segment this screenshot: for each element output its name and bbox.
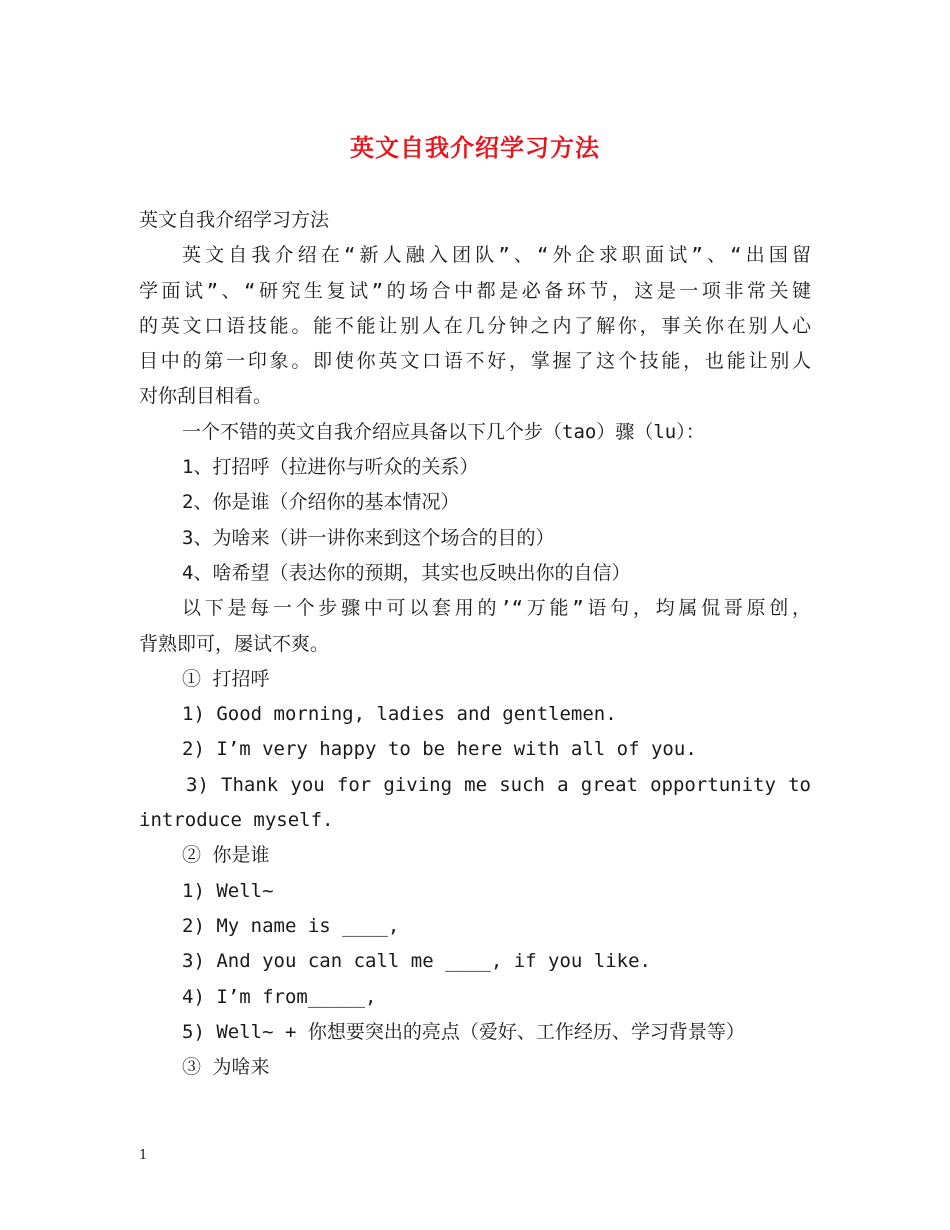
paragraph-line: 学面试”、“研究生复试”的场合中都是必备环节，这是一项非常关键 bbox=[139, 279, 811, 302]
list-item: 1、打招呼（拉进你与听众的关系） bbox=[182, 456, 479, 479]
example-sentence: introduce myself. bbox=[139, 809, 334, 832]
example-sentence: 1) Well~ bbox=[182, 879, 274, 902]
document-body bbox=[139, 203, 811, 1085]
document-title: 英文自我介绍学习方法 bbox=[350, 133, 600, 162]
paragraph-line: 的英文口语技能。能不能让别人在几分钟之内了解你，事关你在别人心 bbox=[139, 314, 811, 337]
example-sentence: 1) Good morning, ladies and gentlemen. bbox=[182, 703, 617, 726]
example-sentence: 3) And you can call me ____, if you like. bbox=[182, 950, 651, 973]
example-sentence: 3) Thank you for giving me such a great opportunity to bbox=[186, 773, 811, 796]
list-item: 2、你是谁（介绍你的基本情况） bbox=[182, 491, 460, 514]
step-heading: ③ 为啥来 bbox=[182, 1056, 270, 1079]
list-item: 4、啥希望（表达你的预期，其实也反映出你的自信） bbox=[182, 561, 631, 584]
example-sentence: 5) Well~ + 你想要突出的亮点（爱好、工作经历、学习背景等） bbox=[182, 1020, 745, 1043]
example-sentence: 2) I’m very happy to be here with all of you. bbox=[182, 738, 697, 761]
paragraph-line: 对你刮目相看。 bbox=[139, 385, 273, 408]
step-heading: ① 打招呼 bbox=[182, 667, 270, 690]
page-number: 1 bbox=[139, 1148, 148, 1163]
paragraph-line: 背熟即可，屡试不爽。 bbox=[139, 632, 330, 655]
paragraph-line: 一个不错的英文自我介绍应具备以下几个步（tao）骤（lu）： bbox=[182, 420, 705, 443]
example-sentence: 2) My name is ____, bbox=[182, 914, 400, 937]
list-item: 3、为啥来（讲一讲你来到这个场合的目的） bbox=[182, 526, 555, 549]
paragraph-line: 目中的第一印象。即使你英文口语不好，掌握了这个技能，也能让别人 bbox=[139, 350, 811, 373]
example-sentence: 4) I’m from_____, bbox=[182, 985, 377, 1008]
step-heading: ② 你是谁 bbox=[182, 844, 270, 867]
paragraph-line: 英文自我介绍在“新人融入团队”、“外企求职面试”、“出国留 bbox=[182, 244, 811, 267]
paragraph-line: 以下是每一个步骤中可以套用的’“万能”语句，均属侃哥原创， bbox=[182, 597, 811, 620]
section-heading: 英文自我介绍学习方法 bbox=[139, 209, 330, 231]
